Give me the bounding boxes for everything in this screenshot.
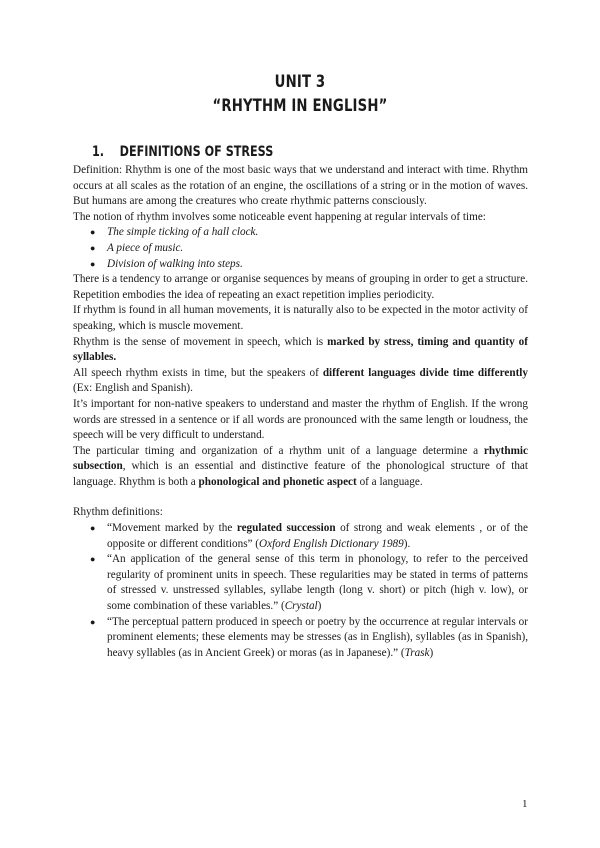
list-item: ● “Movement marked by the regulated succession of strong and weak elements , or of the opposite or different conditions” (Oxford English Dictionary 1989). [90,522,528,550]
list-item: ● “An application of the general sense of this term in phonology, to refer to the perceived regularity of prominent units in speech. These regularities may be stated in terms of patterns of stressed v. unstressed syllables, syllabe length (long v. short) or pitch (high v. low), or some combination of these variables.” (Crystal) [90,553,528,613]
paragraph-rhythmic-subsection: The particular timing and organization of a rhythm unit of a language determine a rhythmic subsection, which is an essential and distinctive feature of the phonological structure of that language. Rhythm is both a phonological and phonetic aspect of a language. [73,444,528,488]
paragraph-speech-rhythm: All speech rhythm exists in time, but the speakers of different languages divide time differently (Ex: English and Spanish). [73,366,529,395]
list-item: ● The simple ticking of a hall clock. [73,225,528,241]
paragraph-tendency: There is a tendency to arrange or organise sequences by means of grouping in order to get a structure. Repetition embodies the idea of repeating an exact repetition implies periodicity. [73,273,528,301]
unit-title: UNIT 3 [274,72,326,92]
paragraph-notion: The notion of rhythm involves some noticeable event happening at regular intervals of time: [73,210,486,223]
bullet-icon: ● [90,227,96,238]
definitions-list [73,521,528,661]
list-item: ● Division of walking into steps. [73,257,528,273]
bullet-icon: ● [90,258,96,269]
definitions-heading: Rhythm definitions: [73,506,163,519]
list-item: ● A piece of music. [73,241,528,257]
document-body [73,163,528,661]
bullet-icon: ● [90,523,96,534]
section-number: 1. [92,144,105,160]
unit-subtitle: “RHYTHM IN ENGLISH” [212,96,388,116]
paragraph-sense-of-movement: Rhythm is the sense of movement in speech, which is marked by stress, timing and quantity of syllables. [73,335,528,364]
paragraph-human-movement: If rhythm is found in all human movements, it is naturally also to be expected in the motor activity of speaking, which is muscle movement. [73,304,528,332]
examples-list [73,225,528,272]
bullet-icon: ● [90,242,96,253]
paragraph-definition: Definition: Rhythm is one of the most basic ways that we understand and interact with time. Rhythm occurs at all scales as the rotation of an engine, the oscillations of a string or in the motion of waves. But humans are among the creatures who create rhythmic patterns consciously. [73,164,528,208]
bullet-icon: ● [90,554,96,565]
section-heading [92,144,273,160]
list-item: ● “The perceptual pattern produced in speech or poetry by the occurrence at regular intervals or prominent elements; these elements may be stresses (as in English), syllables (as in Spanish), heavy syllables (as in Ancient Greek) or moras (as in Japanese).” (Trask) [90,615,528,659]
section-title: DEFINITIONS OF STRESS [119,144,274,160]
bullet-icon: ● [90,616,96,627]
page-number: 1 [522,798,528,810]
paragraph-non-native: It’s important for non-native speakers to understand and master the rhythm of English. If the wrong words are stressed in a sentence or if all words are pronounced with the same length or loudness, the speech will be very difficult to understand. [73,397,528,442]
